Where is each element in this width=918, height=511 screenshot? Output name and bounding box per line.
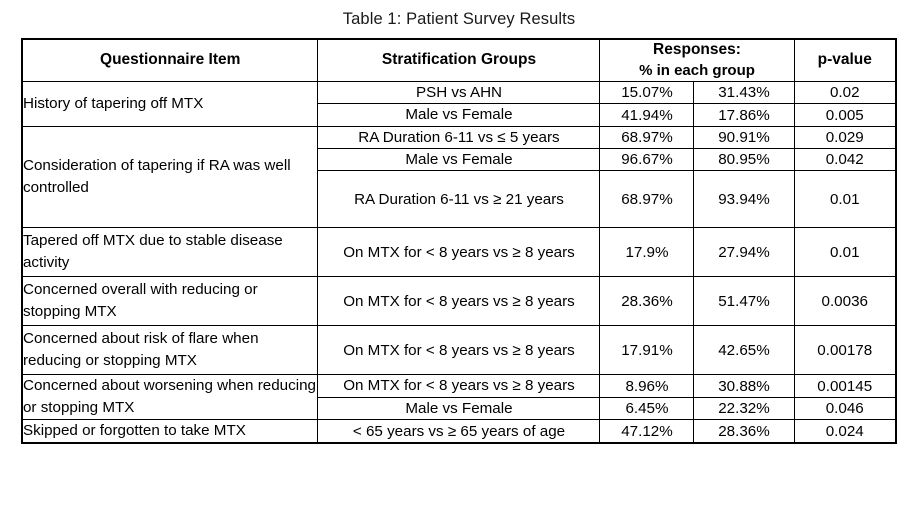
questionnaire-item-cell: Skipped or forgotten to take MTX xyxy=(22,420,318,444)
response-value-1: 17.9% xyxy=(600,228,694,277)
stratification-cell: RA Duration 6-11 vs ≥ 21 years xyxy=(318,171,600,228)
header-responses xyxy=(600,39,794,82)
response-value-2: 27.94% xyxy=(694,228,794,277)
p-value-cell: 0.0036 xyxy=(794,277,896,326)
response-value-1: 68.97% xyxy=(600,126,694,148)
response-value-1: 6.45% xyxy=(600,397,694,420)
response-value-1: 8.96% xyxy=(600,375,694,398)
p-value-cell: 0.042 xyxy=(794,149,896,171)
response-value-1: 68.97% xyxy=(600,171,694,228)
stratification-cell: On MTX for < 8 years vs ≥ 8 years xyxy=(318,277,600,326)
questionnaire-item-cell: Concerned about risk of flare when reducing or stopping MTX xyxy=(22,326,318,375)
stratification-cell: Male vs Female xyxy=(318,397,600,420)
response-value-2: 93.94% xyxy=(694,171,794,228)
stratification-cell: < 65 years vs ≥ 65 years of age xyxy=(318,420,600,444)
stratification-cell: PSH vs AHN xyxy=(318,82,600,104)
header-questionnaire-item: Questionnaire Item xyxy=(22,39,318,82)
response-value-2: 17.86% xyxy=(694,104,794,126)
header-responses-line1: Responses: xyxy=(653,41,741,58)
table-row xyxy=(22,228,896,277)
table-row xyxy=(22,326,896,375)
response-value-2: 90.91% xyxy=(694,126,794,148)
table-row xyxy=(22,277,896,326)
stratification-cell: On MTX for < 8 years vs ≥ 8 years xyxy=(318,375,600,398)
response-value-2: 51.47% xyxy=(694,277,794,326)
questionnaire-item-cell: Concerned about worsening when reducing or stopping MTX xyxy=(22,375,318,420)
response-value-2: 30.88% xyxy=(694,375,794,398)
stratification-cell: On MTX for < 8 years vs ≥ 8 years xyxy=(318,228,600,277)
p-value-cell: 0.00178 xyxy=(794,326,896,375)
p-value-cell: 0.024 xyxy=(794,420,896,444)
response-value-1: 47.12% xyxy=(600,420,694,444)
header-stratification-groups: Stratification Groups xyxy=(318,39,600,82)
p-value-cell: 0.00145 xyxy=(794,375,896,398)
questionnaire-item-cell: Concerned overall with reducing or stopping MTX xyxy=(22,277,318,326)
questionnaire-item-cell: Tapered off MTX due to stable disease activity xyxy=(22,228,318,277)
patient-survey-table xyxy=(21,38,897,444)
questionnaire-item-cell: History of tapering off MTX xyxy=(22,82,318,127)
table-body xyxy=(22,82,896,444)
p-value-cell: 0.005 xyxy=(794,104,896,126)
questionnaire-item-cell: Consideration of tapering if RA was well controlled xyxy=(22,126,318,228)
p-value-cell: 0.029 xyxy=(794,126,896,148)
response-value-1: 17.91% xyxy=(600,326,694,375)
header-p-value: p-value xyxy=(794,39,896,82)
response-value-1: 41.94% xyxy=(600,104,694,126)
p-value-cell: 0.02 xyxy=(794,82,896,104)
p-value-cell: 0.01 xyxy=(794,228,896,277)
response-value-1: 96.67% xyxy=(600,149,694,171)
response-value-1: 15.07% xyxy=(600,82,694,104)
table-row xyxy=(22,420,896,444)
p-value-cell: 0.01 xyxy=(794,171,896,228)
stratification-cell: Male vs Female xyxy=(318,149,600,171)
response-value-2: 22.32% xyxy=(694,397,794,420)
table-caption: Table 1: Patient Survey Results xyxy=(342,10,576,28)
stratification-cell: Male vs Female xyxy=(318,104,600,126)
header-responses-line2: % in each group xyxy=(639,61,755,79)
response-value-2: 31.43% xyxy=(694,82,794,104)
p-value-cell: 0.046 xyxy=(794,397,896,420)
response-value-2: 42.65% xyxy=(694,326,794,375)
response-value-2: 28.36% xyxy=(694,420,794,444)
table-header-row xyxy=(22,39,896,82)
table-row xyxy=(22,375,896,398)
table-row xyxy=(22,82,896,104)
stratification-cell: RA Duration 6-11 vs ≤ 5 years xyxy=(318,126,600,148)
response-value-1: 28.36% xyxy=(600,277,694,326)
table-row xyxy=(22,126,896,148)
response-value-2: 80.95% xyxy=(694,149,794,171)
stratification-cell: On MTX for < 8 years vs ≥ 8 years xyxy=(318,326,600,375)
